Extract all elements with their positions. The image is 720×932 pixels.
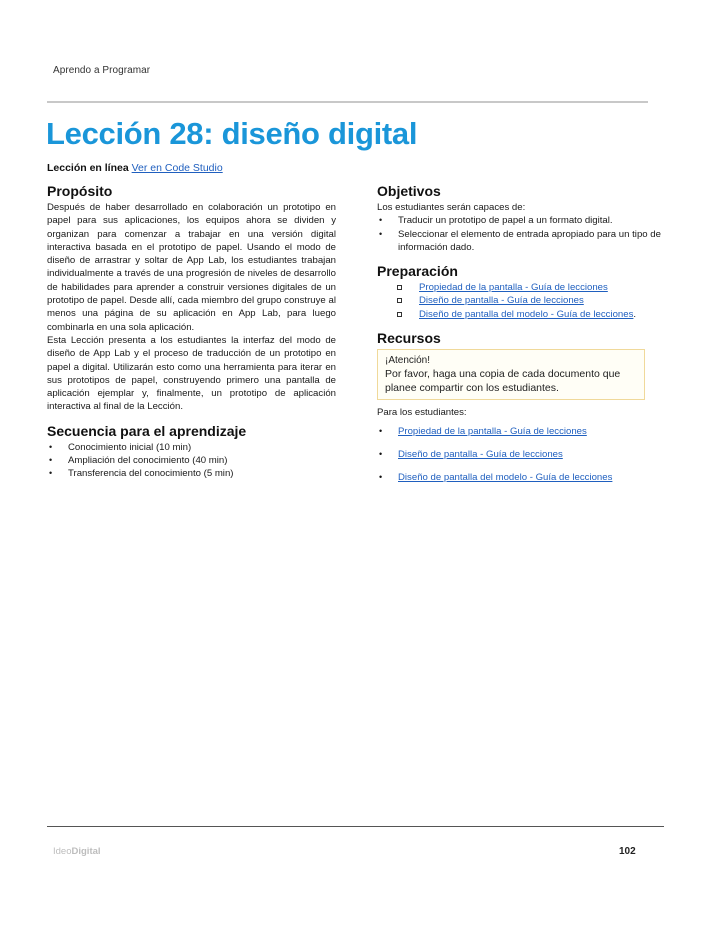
preparation-list xyxy=(377,281,667,321)
resource-link-screen-design[interactable]: Diseño de pantalla - Guía de lecciones xyxy=(398,449,563,461)
footer-brand xyxy=(53,846,101,857)
brand-bold: Digital xyxy=(71,846,101,857)
online-lesson-line xyxy=(47,162,223,174)
objectives-list xyxy=(377,214,667,254)
bullet-icon: • xyxy=(379,228,383,239)
resources-heading: Recursos xyxy=(377,330,441,347)
objectives-heading: Objetivos xyxy=(377,183,441,199)
list-item xyxy=(377,228,667,255)
bullet-icon: • xyxy=(379,215,383,226)
list-item xyxy=(47,467,336,480)
purpose-section xyxy=(47,183,336,414)
sequence-section xyxy=(47,423,336,481)
list-item xyxy=(377,448,667,461)
student-resources-list xyxy=(377,425,667,484)
resource-link-model-screen-design[interactable]: Diseño de pantalla del modelo - Guía de lecciones xyxy=(398,471,613,483)
checkbox-square-icon xyxy=(397,285,402,290)
sequence-item-text: Ampliación del conocimiento (40 min) xyxy=(68,455,228,467)
page-title: Lección 28: diseño digital xyxy=(46,116,418,151)
code-studio-link[interactable]: Ver en Code Studio xyxy=(131,162,223,174)
preparation-section xyxy=(377,263,667,321)
objective-text: Traducir un prototipo de papel a un formato digital. xyxy=(398,215,613,227)
checkbox-square-icon xyxy=(397,312,402,317)
left-column xyxy=(47,183,336,481)
page-number: 102 xyxy=(619,846,636,857)
for-students-label: Para los estudiantes: xyxy=(377,407,467,419)
footer-divider xyxy=(47,826,664,827)
list-item xyxy=(377,214,667,227)
trailing-period: . xyxy=(633,308,637,320)
preparation-heading: Preparación xyxy=(377,263,458,280)
objectives-section xyxy=(377,183,667,254)
purpose-heading: Propósito xyxy=(47,183,113,199)
bullet-icon: • xyxy=(49,468,53,479)
prep-link-screen-design[interactable]: Diseño de pantalla - Guía de lecciones xyxy=(419,295,584,307)
list-item xyxy=(397,308,667,321)
bullet-icon: • xyxy=(379,449,383,460)
list-item xyxy=(397,281,667,294)
bullet-icon: • xyxy=(379,471,383,482)
purpose-paragraph-1: Después de haber desarrollado en colaboración un prototipo en papel para sus aplicaciones, los equipos ahora se dividen y organizan para comenzar a trabajar en una versión digital interactiva basada en el prototipo de papel. Usando el modo de diseño de arrastrar y soltar de App Lab, los estudiantes trabajan individualmente a través de una progresión de niveles de desarrollo de habilidades para aprender a construir versiones digitales de un prototipo de papel. Desde allí, cada miembro del grupo construye al menos una página de su aplicación en App Lab, para luego combinarla en una sola aplicación. xyxy=(47,202,336,333)
objective-text: Seleccionar el elemento de entrada apropiado para un tipo de información dado. xyxy=(398,228,661,253)
header-divider xyxy=(47,101,648,103)
list-item xyxy=(377,471,667,484)
sequence-list xyxy=(47,441,336,481)
prep-link-screen-property[interactable]: Propiedad de la pantalla - Guía de lecciones xyxy=(419,282,608,294)
online-lesson-label: Lección en línea xyxy=(47,162,129,174)
purpose-paragraph-2: Esta Lección presenta a los estudiantes la interfaz del modo de diseño de App Lab y el proceso de traducción de un prototipo en papel a digital. Utilizarán esto como una herramienta para iterar en sus prototipos de papel, construyendo primero una pantalla de aplicación ejemplar y, finalmente, un prototipo de aplicación interactiva al final de la Lección. xyxy=(47,334,336,413)
sequence-item-text: Conocimiento inicial (10 min) xyxy=(68,441,192,453)
objectives-intro: Los estudiantes serán capaces de: xyxy=(377,202,526,213)
resources-section xyxy=(377,330,667,484)
attention-box xyxy=(377,349,645,400)
sequence-heading: Secuencia para el aprendizaje xyxy=(47,422,247,439)
list-item xyxy=(47,454,336,467)
checkbox-square-icon xyxy=(397,298,402,303)
sequence-item-text: Transferencia del conocimiento (5 min) xyxy=(68,468,234,480)
attention-title: ¡Atención! xyxy=(385,355,431,367)
resource-link-screen-property[interactable]: Propiedad de la pantalla - Guía de lecciones xyxy=(398,426,587,438)
list-item xyxy=(47,441,336,454)
right-column xyxy=(377,183,667,494)
list-item xyxy=(377,425,667,438)
bullet-icon: • xyxy=(379,426,383,437)
list-item xyxy=(397,294,667,307)
bullet-icon: • xyxy=(49,441,53,452)
brand-light: Ideo xyxy=(53,846,72,857)
bullet-icon: • xyxy=(49,455,53,466)
attention-text: Por favor, haga una copia de cada documento que planee compartir con los estudiantes. xyxy=(385,368,621,395)
prep-link-model-screen-design[interactable]: Diseño de pantalla del modelo - Guía de lecciones xyxy=(419,308,634,320)
running-head: Aprendo a Programar xyxy=(53,65,151,76)
